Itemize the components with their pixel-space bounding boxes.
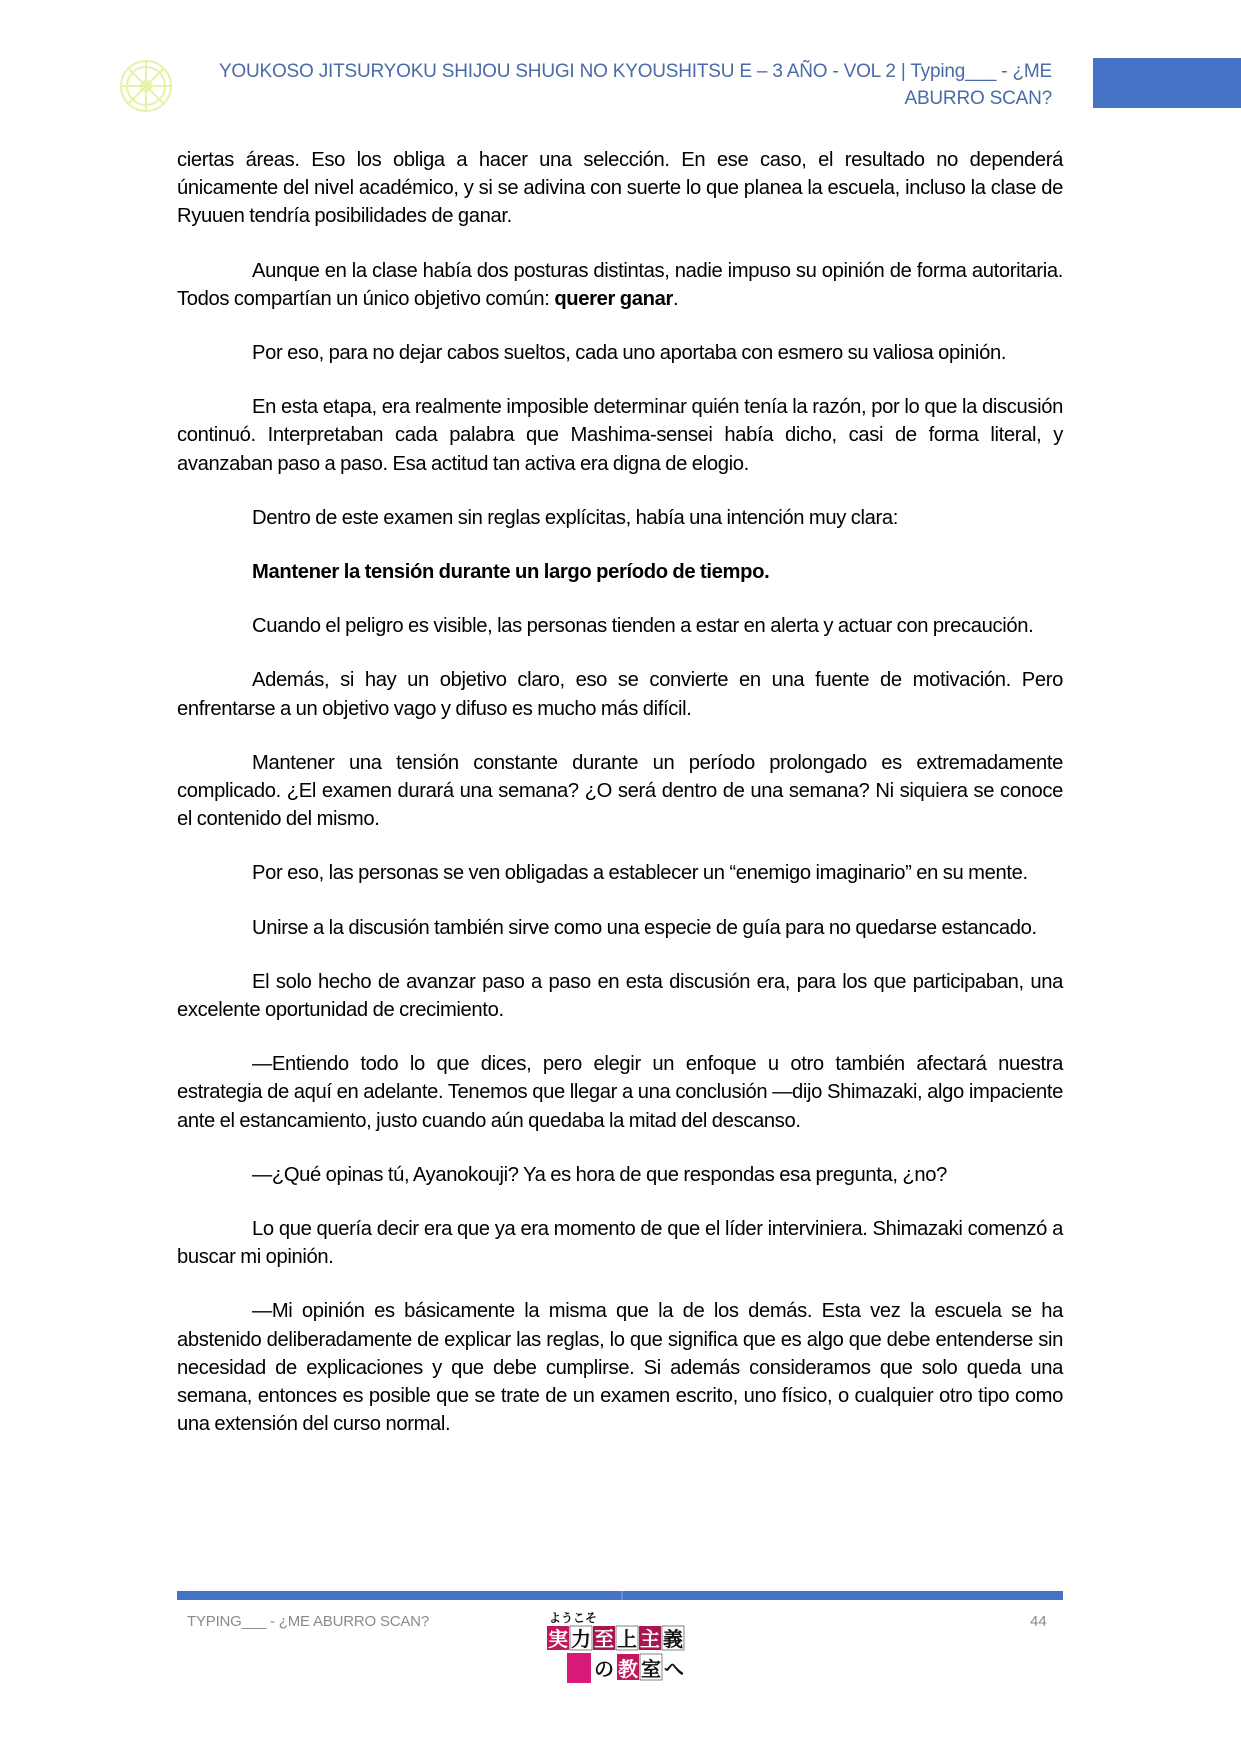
logo-row1 xyxy=(547,1626,684,1651)
logo-kana: ようこそ xyxy=(549,1611,598,1625)
logo-char: の xyxy=(594,1657,614,1681)
paragraph-text: Por eso, para no dejar cabos sueltos, cada uno aportaba con esmero su valiosa opinión. xyxy=(252,342,1007,365)
logo-char: 上 xyxy=(617,1627,637,1651)
paragraph-text: —Mi opinión es básicamente la misma que la de los demás. Esta vez la escuela se ha abstenido deliberadamente de explicar las reglas, lo que significa que es algo que debe entenderse sin necesidad de explicaciones y que debe cumplirse. Si además consideramos que solo queda una semana, entonces es posible que se trate de un examen escrito, uno físico, o cualquier otro tipo como una extensión del curso normal. xyxy=(177,1300,1063,1436)
paragraph-text: Cuando el peligro es visible, las personas tienden a estar en alerta y actuar con precaución. xyxy=(252,615,1034,638)
series-logo xyxy=(547,1608,692,1688)
paragraph xyxy=(177,146,1063,231)
paragraph-text: Por eso, las personas se ven obligadas a establecer un “enemigo imaginario” en su mente. xyxy=(252,862,1028,885)
paragraph xyxy=(177,666,1063,722)
logo-char: 教 xyxy=(618,1657,638,1681)
emphasis-text: Mantener la tensión durante un largo período de tiempo. xyxy=(252,561,770,584)
paragraph xyxy=(177,1215,1063,1271)
paragraph xyxy=(177,1297,1063,1438)
page-number: 44 xyxy=(1030,1613,1047,1630)
paragraph-text: —Entiendo todo lo que dices, pero elegir un enfoque u otro también afectará nuestra estrategia de aquí en adelante. Tenemos que llegar a una conclusión —dijo Shimazaki, algo impaciente ante el estancamiento, justo cuando aún quedaba la mitad del descanso. xyxy=(177,1053,1063,1132)
paragraph-text: Dentro de este examen sin reglas explícitas, había una intención muy clara: xyxy=(252,506,899,529)
paragraph xyxy=(177,1161,1063,1189)
paragraph-text: ciertas áreas. Eso los obliga a hacer una selección. En ese caso, el resultado no dependerá únicamente del nivel académico, y si se adivina con suerte lo que planea la escuela, incluso la clase de Ryuuen tendría posibilidades de ganar. xyxy=(177,149,1063,228)
paragraph xyxy=(177,1050,1063,1135)
paragraph xyxy=(177,558,1063,586)
paragraph xyxy=(177,749,1063,834)
logo-char: 主 xyxy=(640,1627,660,1651)
paragraph-text: Además, si hay un objetivo claro, eso se convierte en una fuente de motivación. Pero enfrentarse a un objetivo vago y difuso es mucho más difícil. xyxy=(177,669,1063,720)
paragraph xyxy=(177,968,1063,1024)
logo-char: 至 xyxy=(594,1627,614,1651)
header-title: YOUKOSO JITSURYOKU SHIJOU SHUGI NO KYOUSHITSU E – 3 AÑO - VOL 2 | Typing___ - ¿ME ABURRO SCAN? xyxy=(218,61,1052,109)
logo-char: 実 xyxy=(548,1627,568,1651)
emphasis-text: querer ganar xyxy=(554,287,674,310)
footer-bar-split xyxy=(621,1591,623,1600)
paragraph-text: . xyxy=(673,287,679,310)
footer-credit: TYPING___ - ¿ME ABURRO SCAN? xyxy=(187,1613,429,1630)
paragraph-text: En esta etapa, era realmente imposible determinar quién tenía la razón, por lo que la discusión continuó. Interpretaban cada palabra que Mashima-sensei había dicho, casi de forma literal, y avanzaban paso a paso. Esa actitud tan activa era digna de elogio. xyxy=(177,396,1063,475)
paragraph-text: Aunque en la clase había dos posturas distintas, nadie impuso su opinión de forma autoritaria. Todos compartían un único objetivo común: xyxy=(177,259,1063,310)
paragraph xyxy=(177,914,1063,942)
paragraph-text: Unirse a la discusión también sirve como una especie de guía para no quedarse estancado. xyxy=(252,916,1037,939)
paragraph-text: Mantener una tensión constante durante un período prolongado es extremadamente complicado. ¿El examen durará una semana? ¿O será dentro de una semana? Ni siquiera se conoce el contenido del mismo. xyxy=(177,751,1063,831)
header-accent-bar xyxy=(1093,58,1241,108)
paragraph xyxy=(177,504,1063,532)
paragraph xyxy=(177,859,1063,887)
wheel-emblem-icon xyxy=(118,58,174,114)
page-body xyxy=(177,146,1063,1465)
paragraph xyxy=(177,612,1063,640)
logo-char: へ xyxy=(664,1657,684,1681)
paragraph-text: Lo que quería decir era que ya era momento de que el líder interviniera. Shimazaki comenzó a buscar mi opinión. xyxy=(177,1218,1063,1269)
logo-row2 xyxy=(594,1654,684,1681)
logo-char: 室 xyxy=(641,1657,661,1681)
footer-divider-bar xyxy=(177,1591,1063,1600)
paragraph-text: —¿Qué opinas tú, Ayanokouji? Ya es hora de que respondas esa pregunta, ¿no? xyxy=(252,1163,948,1186)
paragraph xyxy=(177,393,1063,478)
paragraph xyxy=(177,257,1063,313)
paragraph xyxy=(177,339,1063,367)
paragraph-text: El solo hecho de avanzar paso a paso en esta discusión era, para los que participaban, una excelente oportunidad de crecimiento. xyxy=(177,970,1063,1022)
logo-char: 義 xyxy=(663,1627,683,1651)
logo-char: 力 xyxy=(571,1627,591,1651)
